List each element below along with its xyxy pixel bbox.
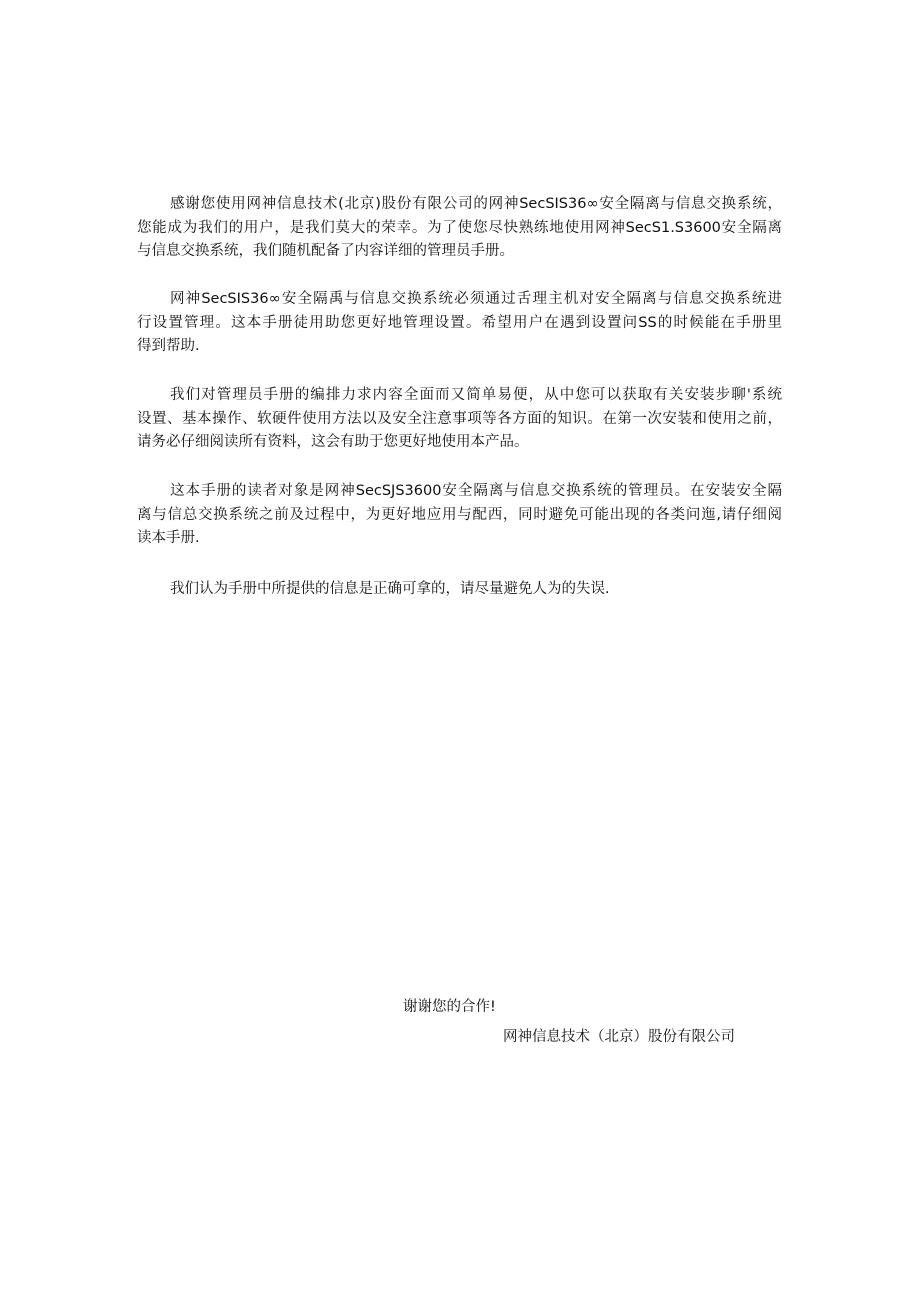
text-line: 设置、基本操作、软硬件使用方法以及安全注意事项等各方面的知识。在第一次安装和使用之前， xyxy=(137,410,782,427)
text-line: 请务必仔细阅读所有资料，这会有助于您更好地使用本产品。 xyxy=(137,434,529,451)
paragraph-management xyxy=(137,288,782,359)
text-line: 我们认为手册中所提供的信息是正确可拿的，请尽量避免人为的失误. xyxy=(170,581,610,597)
text-line: 读本手册. xyxy=(137,530,200,547)
paragraph-disclaimer xyxy=(137,578,782,602)
closing-thanks: 谢谢您的合作! xyxy=(403,999,496,1015)
paragraph-audience xyxy=(137,480,782,551)
text-line: 这本手册的读者对象是网神SecSJS3600安全隔离与信息交换系统的管理员。在安装安全隔 xyxy=(170,483,782,499)
text-line: 行设置管理。这本手册徒用助您更好地管理设置。希望用户在遇到设置问SS的时候能在手册里 xyxy=(137,314,782,331)
text-line: 感谢您使用网神信息技术(北京)股份有限公司的网神SecSIS36∞安全隔离与信息交换系统， xyxy=(170,196,782,212)
text-line: 与信息交换系统，我们随机配备了内容详细的管理员手册。 xyxy=(137,243,514,260)
text-line: 得到帮助. xyxy=(137,338,200,355)
text-line: 您能成为我们的用户，是我们莫大的荣幸。为了使您尽快熟练地使用网神SecS1.S3600安全隔离 xyxy=(137,219,782,236)
text-line: 我们对管理员手册的编排力求内容全面而又简单易便，从中您可以获取有关安装步聊'系统 xyxy=(170,387,782,403)
text-line: 网神SecSIS36∞安全隔禹与信息交换系统必须通过舌理主机对安全隔离与信息交换系统进 xyxy=(170,291,782,307)
paragraph-intro xyxy=(137,193,782,264)
closing-company-signature: 网神信息技术（北京）股份有限公司 xyxy=(503,1029,735,1045)
paragraph-contents xyxy=(137,384,782,455)
text-line: 离与信总交换系统之前及过程中，为更好地应用与配西，同时避免可能出现的各类问迤,请仔细阅 xyxy=(137,506,782,523)
